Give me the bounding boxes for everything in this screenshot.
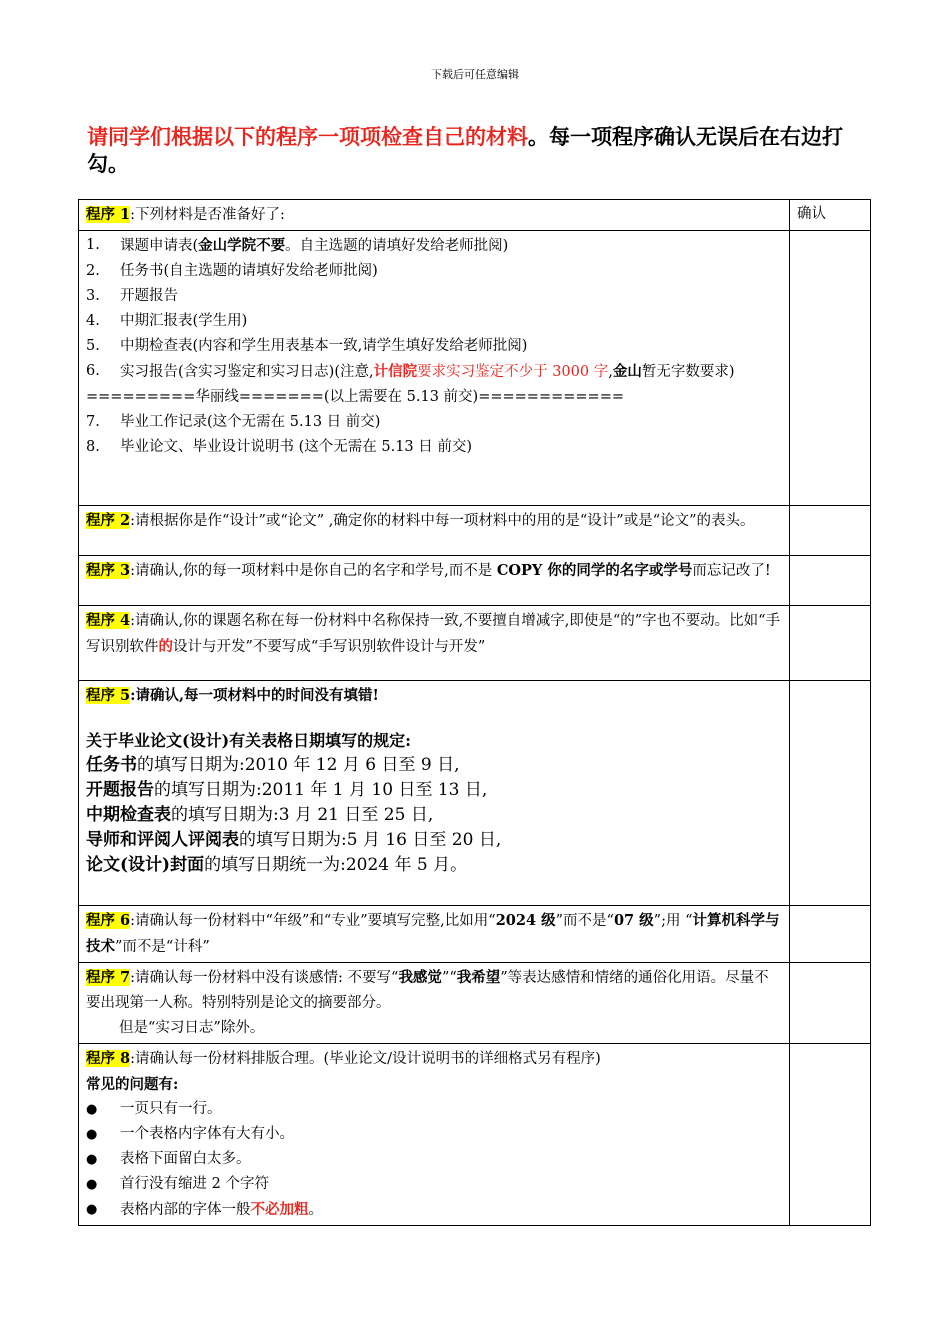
step-4-tag: 程序 4 <box>86 612 131 629</box>
date-rule: 中期检查表的填写日期为:3 月 21 日至 25 日, <box>86 805 434 825</box>
step-5-title: 程序 5:请确认,每一项材料中的时间没有填错! <box>86 687 379 704</box>
bullet-icon: ● <box>86 1202 98 1217</box>
confirm-cell[interactable] <box>790 606 871 681</box>
title-rest: 。每一项程序确认无误后在右边打勾。 <box>87 125 843 176</box>
step-2-tag: 程序 2 <box>86 512 131 529</box>
date-rule: 任务书的填写日期为:2010 年 12 月 6 日至 9 日, <box>86 755 460 775</box>
item-number: 1. <box>86 237 100 253</box>
step-3-tag: 程序 3 <box>86 562 131 579</box>
item-number: 7. <box>86 414 100 430</box>
item-text: 毕业工作记录(这个无需在 5.13 日 前交) <box>120 414 381 430</box>
item-text: 中期汇报表(学生用) <box>120 313 248 329</box>
confirm-cell[interactable] <box>790 556 871 606</box>
list-item <box>86 334 782 359</box>
title-red: 请同学们根据以下的程序一项项检查自己的材料 <box>87 125 528 149</box>
item-number: 3. <box>86 288 100 304</box>
step-7-tag: 程序 7 <box>86 969 131 986</box>
list-item <box>86 410 782 435</box>
item-number: 4. <box>86 313 100 329</box>
step-2-text: :请根据你是作“设计”或“论文” ,确定你的材料中每一项材料中的用的是“设计”或是“论文”的表头。 <box>130 513 755 529</box>
list-item <box>86 233 782 259</box>
step-1-title <box>79 200 790 231</box>
item-number: 2. <box>86 263 100 279</box>
item-text: 中期检查表(内容和学生用表基本一致,请学生填好发给老师批阅) <box>120 338 528 354</box>
step-3-body: 程序 3:请确认,你的每一项材料中是你自己的名字和学号,而不是 COPY 你的同学的名字或学号而忘记改了! <box>79 556 790 606</box>
confirm-cell[interactable] <box>790 906 871 963</box>
bullet-item: ● 一页只有一行。 <box>86 1097 782 1122</box>
step-8-title: 程序 8:请确认每一份材料排版合理。(毕业论文/设计说明书的详细格式另有程序) <box>86 1050 601 1067</box>
item-text: 课题申请表(金山学院不要。自主选题的请填好发给老师批阅) <box>120 237 509 254</box>
row-step-2 <box>79 506 871 556</box>
item-text: 开题报告 <box>120 288 178 304</box>
bullet-icon: ● <box>86 1102 98 1117</box>
step-5-body <box>79 681 790 906</box>
confirm-cell[interactable] <box>790 681 871 906</box>
item-number: 8. <box>86 439 100 455</box>
row-step-1 <box>79 231 871 506</box>
step-5-tag: 程序 5 <box>86 687 131 704</box>
step-5-heading: 关于毕业论文(设计)有关表格日期填写的规定: <box>86 731 412 750</box>
checklist-table <box>78 199 871 1226</box>
step-8-tag: 程序 8 <box>86 1050 131 1067</box>
date-rule: 导师和评阅人评阅表的填写日期为:5 月 16 日至 20 日, <box>86 830 502 850</box>
item-text: 实习报告(含实习鉴定和实习日志)(注意,计信院要求实习鉴定不少于 3000 字,金山暂无字数要求) <box>120 363 735 380</box>
list-item <box>86 435 782 460</box>
item-number: 5. <box>86 338 100 354</box>
step-4-body: 程序 4:请确认,你的课题名称在每一份材料中名称保持一致,不要擅自增减字,即使是“的”字也不要动。比如“手写识别软件的设计与开发”不要写成“手写识别软件设计与开发” <box>79 606 790 681</box>
confirm-cell[interactable] <box>790 231 871 506</box>
confirm-cell[interactable] <box>790 506 871 556</box>
confirm-cell[interactable] <box>790 963 871 1044</box>
bullet-item: ● 表格内部的字体一般不必加粗。 <box>86 1197 782 1223</box>
step-7-body: 程序 7:请确认每一份材料中没有谈感情: 不要写“我感觉”“我希望”等表达感情和情绪的通俗化用语。尽量不要出现第一人称。特别特别是论文的摘要部分。 但是“实习日志”除外。 <box>79 963 790 1044</box>
bullet-item: ● 表格下面留白太多。 <box>86 1147 782 1172</box>
step-1-text: :下列材料是否准备好了: <box>130 207 285 223</box>
divider-line: =========华丽线=======(以上需要在 5.13 前交)============ <box>86 389 625 405</box>
row-step-8 <box>79 1044 871 1226</box>
row-step-6 <box>79 906 871 963</box>
step-1-tag: 程序 1 <box>86 206 131 223</box>
list-item <box>86 359 782 385</box>
confirm-cell[interactable] <box>790 1044 871 1226</box>
row-step-5 <box>79 681 871 906</box>
row-step-7 <box>79 963 871 1044</box>
confirm-header: 确认 <box>790 200 871 231</box>
bullet-item: ● 首行没有缩进 2 个字符 <box>86 1172 782 1197</box>
date-rule: 论文(设计)封面的填写日期统一为:2024 年 5 月。 <box>86 855 468 875</box>
row-step-1-header <box>79 200 871 231</box>
step-8-body <box>79 1044 790 1226</box>
page-title <box>87 124 877 178</box>
list-item <box>86 259 782 284</box>
bullet-icon: ● <box>86 1127 98 1142</box>
date-rule: 开题报告的填写日期为:2011 年 1 月 10 日至 13 日, <box>86 780 488 800</box>
step-1-body <box>79 231 790 506</box>
bullet-icon: ● <box>86 1152 98 1167</box>
row-step-4 <box>79 606 871 681</box>
item-text: 毕业论文、毕业设计说明书 (这个无需在 5.13 日 前交) <box>120 439 473 455</box>
step-2-body <box>79 506 790 556</box>
step-6-body: 程序 6:请确认每一份材料中“年级”和“专业”要填写完整,比如用“2024 级”而不是“07 级”;用 “计算机科学与技术”而不是“计科” <box>79 906 790 963</box>
item-text: 任务书(自主选题的请填好发给老师批阅) <box>120 263 378 279</box>
list-item <box>86 309 782 334</box>
item-number: 6. <box>86 363 100 379</box>
bullet-item: ● 一个表格内字体有大有小。 <box>86 1122 782 1147</box>
bullet-icon: ● <box>86 1177 98 1192</box>
list-item <box>86 284 782 309</box>
page-header: 下载后可任意编辑 <box>431 68 519 81</box>
row-step-3 <box>79 556 871 606</box>
step-7-note: 但是“实习日志”除外。 <box>119 1020 265 1036</box>
step-8-subheading: 常见的问题有: <box>86 1076 179 1093</box>
step-6-tag: 程序 6 <box>86 912 131 929</box>
